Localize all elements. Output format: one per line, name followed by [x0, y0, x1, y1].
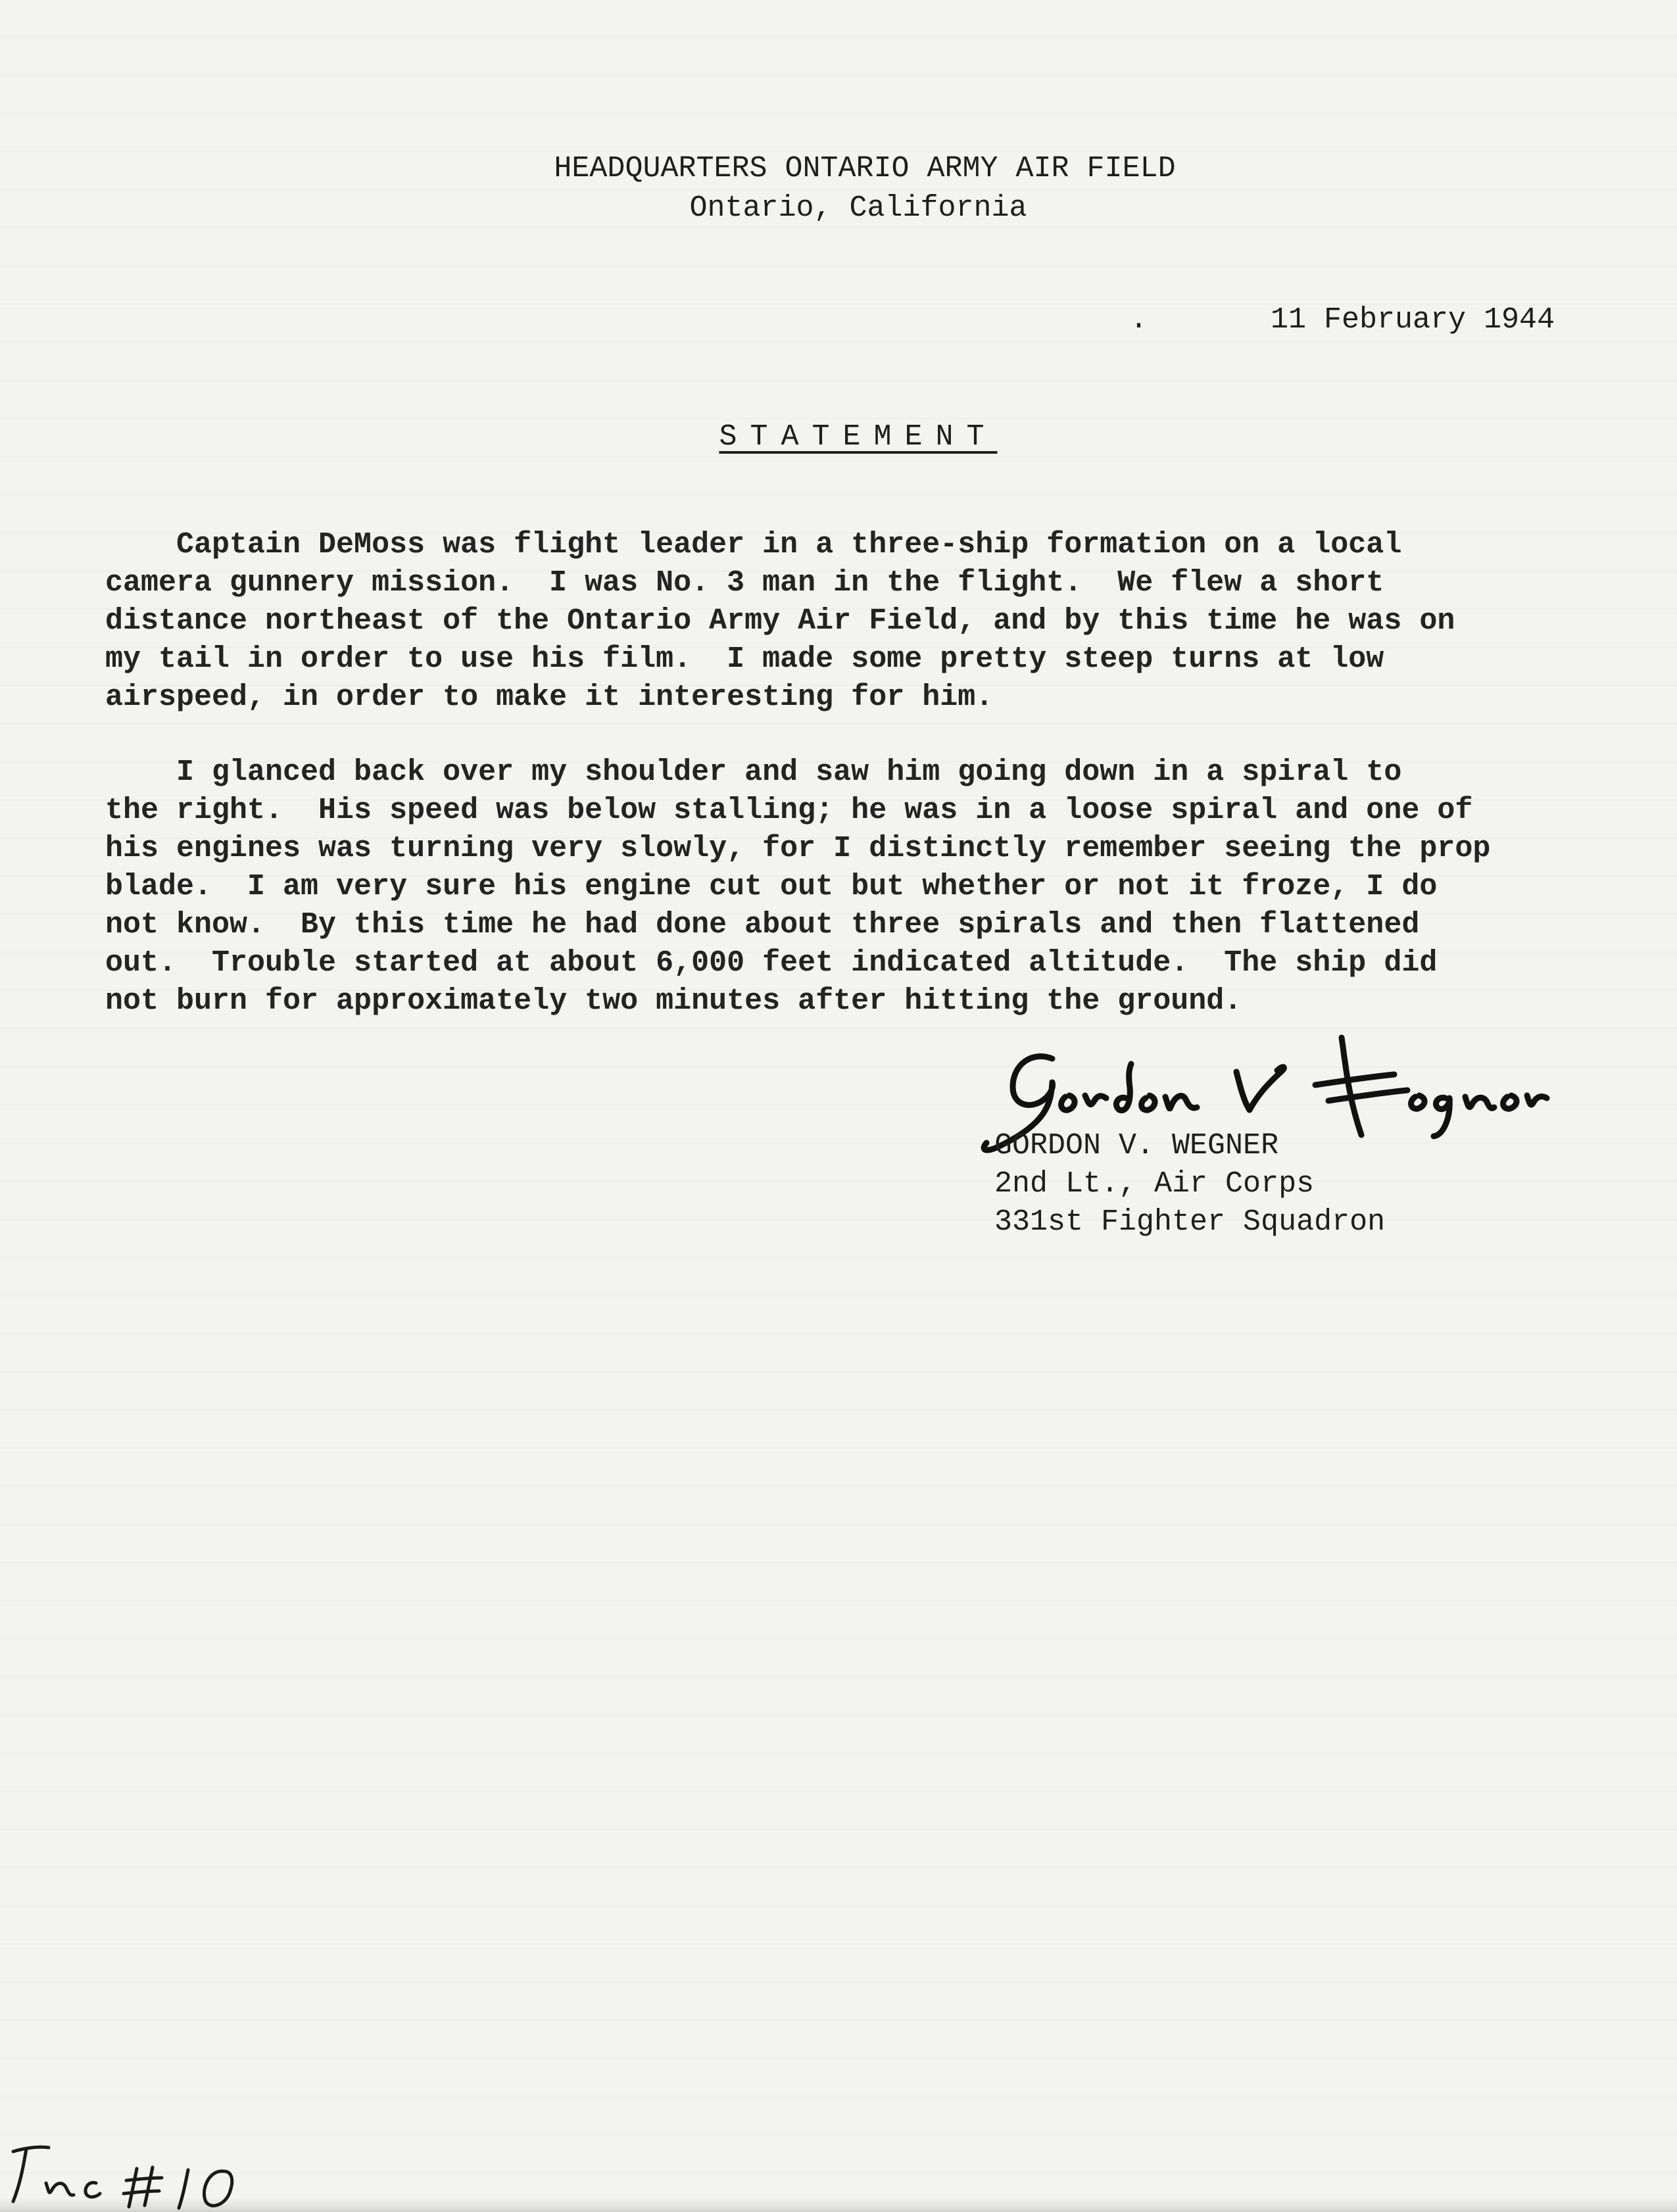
- statement-paragraph-2: [105, 754, 1592, 1021]
- paragraph-line: camera gunnery mission. I was No. 3 man in the flight. We flew a short: [105, 566, 1384, 600]
- signer-rank: 2nd Lt., Air Corps: [994, 1167, 1315, 1201]
- letterhead-title: HEADQUARTERS ONTARIO ARMY AIR FIELD: [554, 152, 1176, 185]
- paragraph-line: the right. His speed was below stalling; he was in a loose spiral and one of: [105, 794, 1473, 827]
- paragraph-line: distance northeast of the Ontario Army Air Field, and by this time he was on: [105, 604, 1455, 638]
- paragraph-line: not burn for approximately two minutes after hitting the ground.: [105, 984, 1242, 1018]
- paragraph-line: not know. By this time he had done about three spirals and then flattened: [105, 908, 1420, 942]
- paragraph-line: Captain DeMoss was flight leader in a three-ship formation on a local: [105, 528, 1402, 562]
- paragraph-line: blade. I am very sure his engine cut out but whether or not it froze, I do: [105, 870, 1438, 903]
- scan-edge: [0, 2198, 1677, 2212]
- signature-block: [994, 1127, 1385, 1241]
- signer-unit: 331st Fighter Squadron: [994, 1205, 1386, 1239]
- paragraph-line: airspeed, in order to make it interesting for him.: [105, 681, 994, 714]
- paragraph-line: my tail in order to use his film. I made some pretty steep turns at low: [105, 642, 1384, 676]
- document-title: STATEMENT: [719, 420, 998, 454]
- document-date: 11 February 1944: [1271, 303, 1555, 337]
- statement-paragraph-1: [105, 526, 1592, 717]
- paragraph-line: out. Trouble started at about 6,000 feet indicated altitude. The ship did: [105, 946, 1438, 980]
- signer-name: GORDON V. WEGNER: [994, 1129, 1279, 1163]
- paragraph-line: his engines was turning very slowly, for I distinctly remember seeing the prop: [105, 832, 1491, 865]
- letterhead-location: Ontario, California: [689, 191, 1027, 225]
- paragraph-line: I glanced back over my shoulder and saw him going down in a spiral to: [105, 756, 1402, 789]
- date-dot: .: [1130, 303, 1148, 337]
